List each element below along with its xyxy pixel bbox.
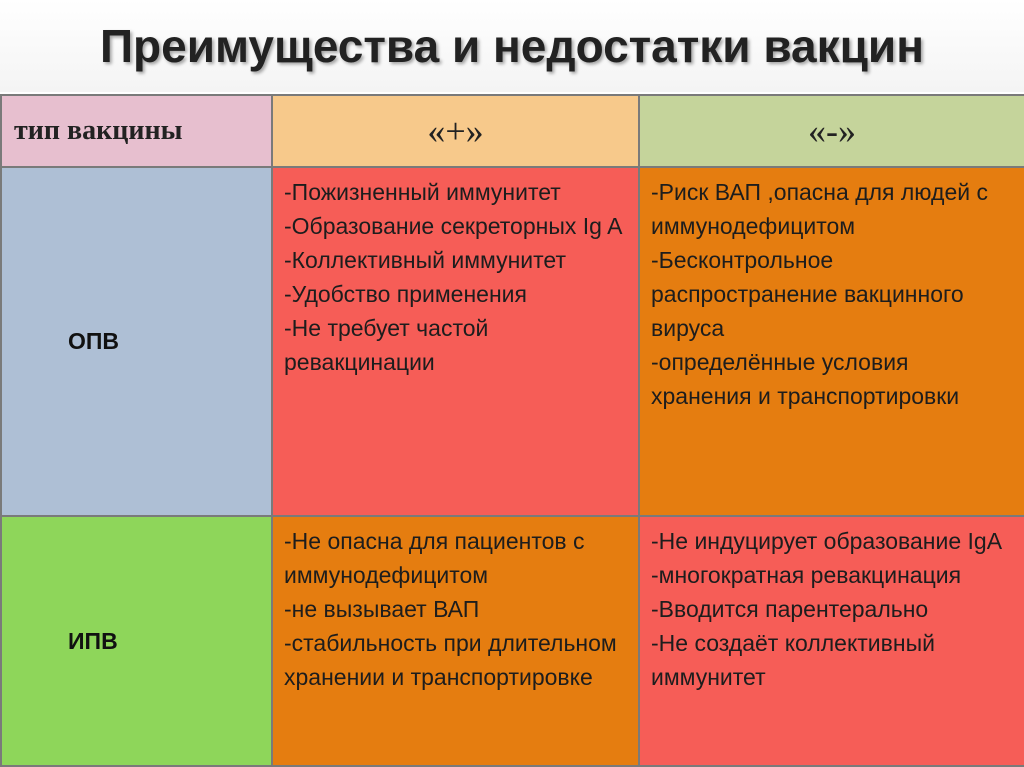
row-label-ipv: ИПВ (1, 516, 272, 766)
opv-disadvantage-item: -Риск ВАП ,опасна для людей с иммунодефицитом (651, 179, 988, 239)
ipv-advantages-cell (272, 516, 639, 766)
ipv-advantage-item: -Не опасна для пациентов с иммунодефицитом (284, 528, 585, 588)
table-header-row (1, 95, 1024, 167)
comparison-table (0, 94, 1024, 767)
table-row-opv (1, 167, 1024, 516)
opv-advantage-item: -Образование секреторных Ig A (284, 213, 623, 239)
ipv-disadvantage-item: -многократная ревакцинация (651, 562, 962, 588)
opv-advantage-item: -Удобство применения (284, 281, 527, 307)
header-advantages: «+» (272, 95, 639, 167)
comparison-table-wrapper (0, 94, 1024, 767)
ipv-disadvantage-item: -Вводится парентерально (651, 596, 929, 622)
ipv-disadvantage-item: -Не создаёт коллективный иммунитет (651, 630, 935, 690)
opv-advantage-item: -Не требует частой ревакцинации (284, 315, 489, 375)
header-vaccine-type: тип вакцины (1, 95, 272, 167)
opv-advantage-item: -Пожизненный иммунитет (284, 179, 561, 205)
ipv-advantage-item: -стабильность при длительном хранении и транспортировке (284, 630, 617, 690)
ipv-disadvantage-item: -Не индуцирует образование IgA (651, 528, 1003, 554)
table-row-ipv (1, 516, 1024, 766)
opv-disadvantages-cell (639, 167, 1024, 516)
row-label-opv: ОПВ (1, 167, 272, 516)
slide-title: Преимущества и недостатки вакцин (0, 0, 1024, 92)
opv-advantages-cell (272, 167, 639, 516)
opv-disadvantage-item: -определённые условия хранения и транспортировки (651, 349, 960, 409)
opv-advantage-item: -Коллективный иммунитет (284, 247, 566, 273)
opv-disadvantage-item: -Бесконтрольное распространение вакцинного вируса (651, 247, 964, 341)
ipv-disadvantages-cell (639, 516, 1024, 766)
ipv-advantage-item: -не вызывает ВАП (284, 596, 480, 622)
header-disadvantages: «-» (639, 95, 1024, 167)
